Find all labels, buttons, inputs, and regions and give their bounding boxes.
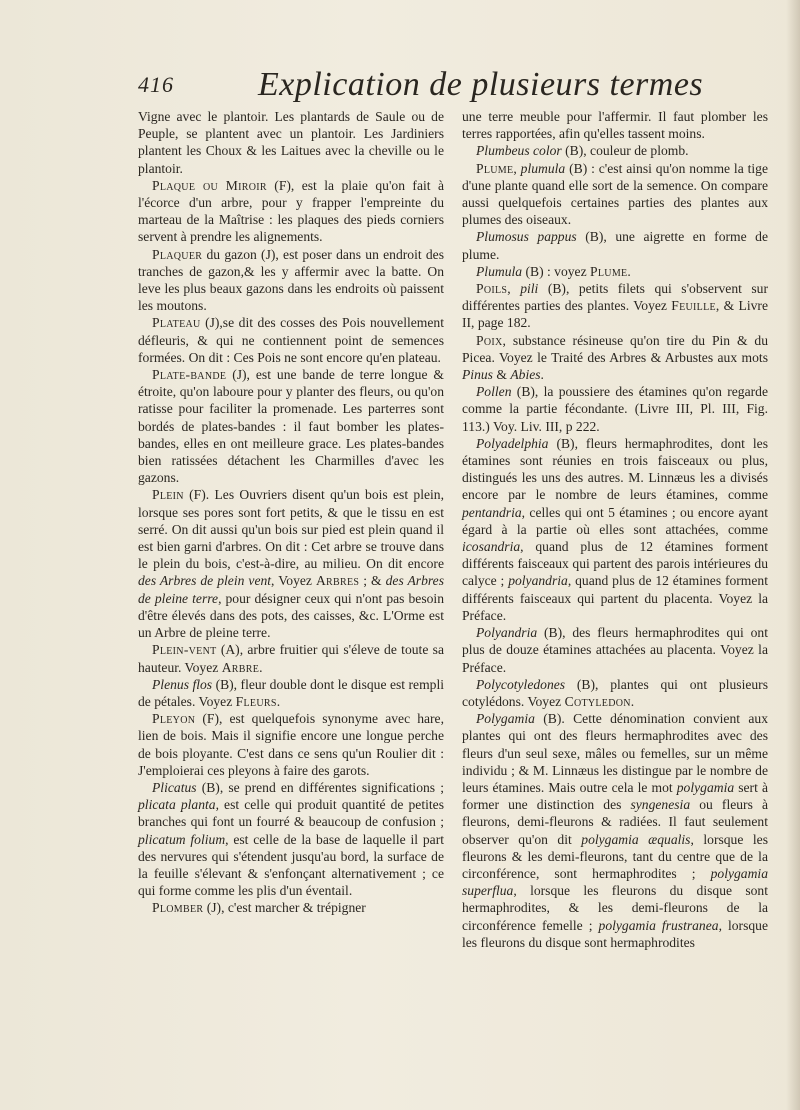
italic-text: des Arbres de plein vent xyxy=(138,573,272,589)
entry-text: Vigne avec le plantoir. Les plantards de Saule ou de Peuple, se plantent avec un plantoir. Les Jardiniers plantent les Choux & les Laitues avec la cheville ou le plantoir. xyxy=(138,109,444,176)
entry-text: . xyxy=(630,693,635,709)
entry-text: (B), la poussiere des étamines qu'on regarde comme la partie fécondante. (Livre III, Pl. III, Fig. 113.) Voy. Liv. III, p 222. xyxy=(462,384,768,434)
entry-text: (B), petits filets qui s'observent sur différentes parties des plantes. Voyez xyxy=(462,281,768,314)
entry-text: ; & xyxy=(359,573,386,589)
entry-poils xyxy=(462,280,768,332)
entry-plomber xyxy=(138,899,444,916)
entry-text: , substance résineuse qu'on tire du Pin & du Picea. Voyez le Traité des Arbres & Arbustes aux mots xyxy=(462,332,768,365)
entry-text: , celles qui ont 5 étamines ; ou encore ayant égard à la partie où elles sont attachées, comme xyxy=(462,504,768,537)
cross-reference: Arbres xyxy=(315,573,360,589)
entry-polyandria xyxy=(462,624,768,676)
entry-text: , est celle de la base de laquelle il part des nervures qui s'étendent jusqu'au bord, la surface de la feuille s'élevant & s'enfonçant alternativement ; ce qui forme comme les plis d'un éventail. xyxy=(138,831,445,899)
italic-text: Abies xyxy=(510,367,541,383)
italic-text: polygamia æqualis xyxy=(581,831,691,847)
headword: Polycotyledones xyxy=(476,676,566,692)
entry-text: & xyxy=(492,367,511,383)
entry-plumbeus-color xyxy=(462,142,768,159)
entry-plaque xyxy=(138,177,444,246)
entry-text: (J), est une bande de terre longue & étroite, qu'on laboure pour y planter des fleurs, ou qu'on ratisse pour faciliter la promenade. Les parterres sont bordés de plates-bandes : il faut bomber les plates-bandes, elles en ont meilleure grace. Les plates-bandes bien ratissées détachent les Charmilles d'avec les gazons. xyxy=(138,367,444,486)
headword: Plenus flos xyxy=(152,676,213,692)
entry-text: . xyxy=(627,263,631,279)
entry-text: du gazon (J), est poser dans un endroit des tranches de gazon,& les y affermir avec la batte. On leve les plus beaux gazons dans les endroits où paissent les moutons. xyxy=(138,246,444,314)
entry-plomber-continued xyxy=(462,108,768,142)
entry-plaquer xyxy=(138,246,444,315)
entry-text: , Voyez xyxy=(271,573,316,589)
headword: Plaque ou Miroir xyxy=(152,177,267,193)
entry-text: (B). Cette dénomination convient aux plantes qui ont des fleurs hermaphrodites avec des fleurs d'un seul sexe, mâles ou femelles, sur un même individu ; & M. Linnæus les distingue par le nombre de leurs étamines. Mais outre cela le mot xyxy=(462,711,768,795)
entry-plume xyxy=(462,160,768,229)
headword: Plumosus pappus xyxy=(476,229,577,245)
italic-text: polygamia frustranea xyxy=(598,917,719,933)
headword: Poils xyxy=(476,281,508,297)
entry-plumosus-pappus xyxy=(462,228,768,262)
headword: Poix xyxy=(476,332,503,348)
page-number: 416 xyxy=(138,72,174,97)
running-title: Explication de plusieurs termes xyxy=(258,66,704,103)
entry-text: (B) : c'est ainsi qu'on nomme la tige d'une plante quand elle sort de la semence. On compare aussi quelquefois certaines parties des plantes aux plumes des oiseaux. xyxy=(462,160,769,228)
italic-text: polygamia xyxy=(676,779,735,795)
left-column xyxy=(138,108,444,917)
entry-text: (J),se dit des cosses des Pois nouvellement défleuris, & qui ne contiennent point de semences formées. On dit : Ces Pois ne sont encore qu'en plateau. xyxy=(138,315,444,365)
entry-polycotyledones xyxy=(462,676,768,710)
italic-text: des Arbres de pleine terre xyxy=(138,573,444,606)
entry-text: (F). Les Ouvriers disent qu'un bois est plein, lorsque ses pores sont fort petits, & que le tissu en est serré. On dit aussi qu'un bois sur pied est plein quand il est bien garni d'arbres. On dit : Cet arbre se trouve dans le plein du bois, c'est-à-dire, au milieu. On dit encore xyxy=(138,487,444,572)
entry-text: (B), plantes qui ont plusieurs cotylédons. Voyez xyxy=(462,676,768,709)
italic-text: polygamia superflua xyxy=(462,865,768,899)
cross-reference: Fleurs xyxy=(235,693,277,709)
page-edge-shadow xyxy=(786,0,800,1110)
entry-plein-vent xyxy=(138,641,444,675)
entry-text: (B), des fleurs hermaphrodites qui ont plus de douze étamines attachées au placenta. Voyez la Préface. xyxy=(462,625,768,675)
headword: Polyadelphia xyxy=(476,435,549,451)
entry-vigne-continued xyxy=(138,108,444,177)
headword: Polyandria xyxy=(476,625,538,641)
headword: Plein xyxy=(152,487,184,503)
italic-text: icosandria xyxy=(462,539,521,555)
entry-text: , xyxy=(507,281,521,297)
headword: Plumbeus color xyxy=(476,143,562,159)
italic-text: pentandria xyxy=(462,504,522,520)
entry-text: . xyxy=(259,659,263,675)
entry-poix xyxy=(462,332,768,384)
entry-text: sert à former une distinction des xyxy=(462,779,768,813)
headword: Plomber xyxy=(152,900,204,916)
cross-reference: Cotyledon xyxy=(564,693,631,709)
headword: Plateau xyxy=(152,315,201,331)
entry-text: (B), une aigrette en forme de plume. xyxy=(462,229,768,262)
cross-reference: Plume xyxy=(590,263,628,279)
page-header xyxy=(138,66,768,106)
entry-plenus-flos xyxy=(138,676,444,710)
italic-text: plumula xyxy=(520,160,566,176)
headword: Plate-bande xyxy=(152,367,227,383)
entry-text: une terre meuble pour l'affermir. Il faut plomber les terres rapportées, afin qu'elles tassent moins. xyxy=(462,109,768,142)
entry-pleyon xyxy=(138,710,444,779)
right-column xyxy=(462,108,768,951)
entry-text: , est celle qui produit quantité de petites branches qui font un fourré & beaucoup de confusion ; xyxy=(138,797,444,830)
entry-plumula xyxy=(462,263,768,280)
entry-text: (B), fleurs hermaphrodites, dont les étamines sont réunies en trois faisceaux ou plus, distingués les uns des autres. M. Linnæus les a divisés encore par le nombre de leurs étamines, comme xyxy=(462,435,768,503)
entry-text: . xyxy=(540,367,544,383)
headword: Plicatus xyxy=(152,779,197,795)
entry-plateau xyxy=(138,314,444,366)
entry-text: ou fleurs à fleurons, demi-fleurons & radiées. Il faut seulement observer qu'on dit xyxy=(462,797,768,847)
entry-text: (F), est la plaie qu'on fait à l'écorce d'un arbre, pour y frapper l'empreinte du marteau de la Maîtrise : les plaques des pieds corniers servent à prendre les alignements. xyxy=(138,177,444,245)
headword: Pollen xyxy=(476,384,512,400)
entry-text: (B) : voyez xyxy=(522,263,591,279)
entry-pollen xyxy=(462,383,768,435)
entry-polyadelphia xyxy=(462,435,768,624)
headword: Plaquer xyxy=(152,246,203,262)
entry-text: (B), couleur de plomb. xyxy=(561,143,689,159)
italic-text: Pinus xyxy=(462,367,493,383)
entry-text: . xyxy=(276,693,281,709)
entry-text: , & Livre II, page 182. xyxy=(462,298,768,331)
italic-text: plicata planta xyxy=(138,797,216,813)
italic-text: syngenesia xyxy=(630,797,691,813)
entry-text: , quand plus de 12 étamines forment différents faisceaux qui partent des parois intérieures du calyce ; xyxy=(462,539,768,589)
entry-text: (J), c'est marcher & trépigner xyxy=(203,900,366,916)
entry-text: , pour désigner ceux qui n'ont pas besoin d'être élevés dans des pots, des caisses, &c. L'Orme est un Arbre de pleine terre. xyxy=(138,590,444,641)
headword: Polygamia xyxy=(476,711,535,727)
entry-text: , lorsque les fleurons & les demi-fleurons, tant du centre que de la circonférence, sont hermaphrodites ; xyxy=(462,831,768,881)
italic-text: pili xyxy=(520,281,539,297)
headword: Pleyon xyxy=(152,711,196,727)
italic-text: polyandria xyxy=(508,573,568,589)
headword: Plein-vent xyxy=(152,642,217,658)
cross-reference: Arbre xyxy=(221,659,260,675)
entry-plicatus xyxy=(138,779,444,899)
entry-polygamia xyxy=(462,710,768,951)
italic-text: plicatum folium xyxy=(138,831,226,847)
entry-text: , xyxy=(513,160,521,176)
headword: Plumula xyxy=(476,263,523,279)
entry-text: , lorsque les fleurons du disque sont hermaphrodites xyxy=(462,917,768,950)
entry-text: , quand plus de 12 étamines forment différents faisceaux qui partent du placenta. Voyez la Préface. xyxy=(462,573,768,623)
entry-text: (B), fleur double dont le disque est rempli de pétales. Voyez xyxy=(138,676,445,709)
entry-plein xyxy=(138,486,444,641)
entry-plate-bande xyxy=(138,366,444,486)
cross-reference: Feuille xyxy=(671,298,716,314)
entry-text: , lorsque les fleurons du disque sont hermaphrodites, & les demi-fleurons de la circonférence femelle ; xyxy=(462,883,768,933)
headword: Plume xyxy=(476,160,514,176)
entry-text: (B), se prend en différentes significations ; xyxy=(196,779,444,795)
entry-text: (A), arbre fruitier qui s'éleve de toute sa hauteur. Voyez xyxy=(138,642,444,675)
entry-text: (F), est quelquefois synonyme avec hare, lien de bois. Mais il signifie encore une longue perche de bois ployante. C'est dans ce sens qu'un Roulier dit : J'emploierai ces pleyons à faire des garots. xyxy=(138,711,444,778)
